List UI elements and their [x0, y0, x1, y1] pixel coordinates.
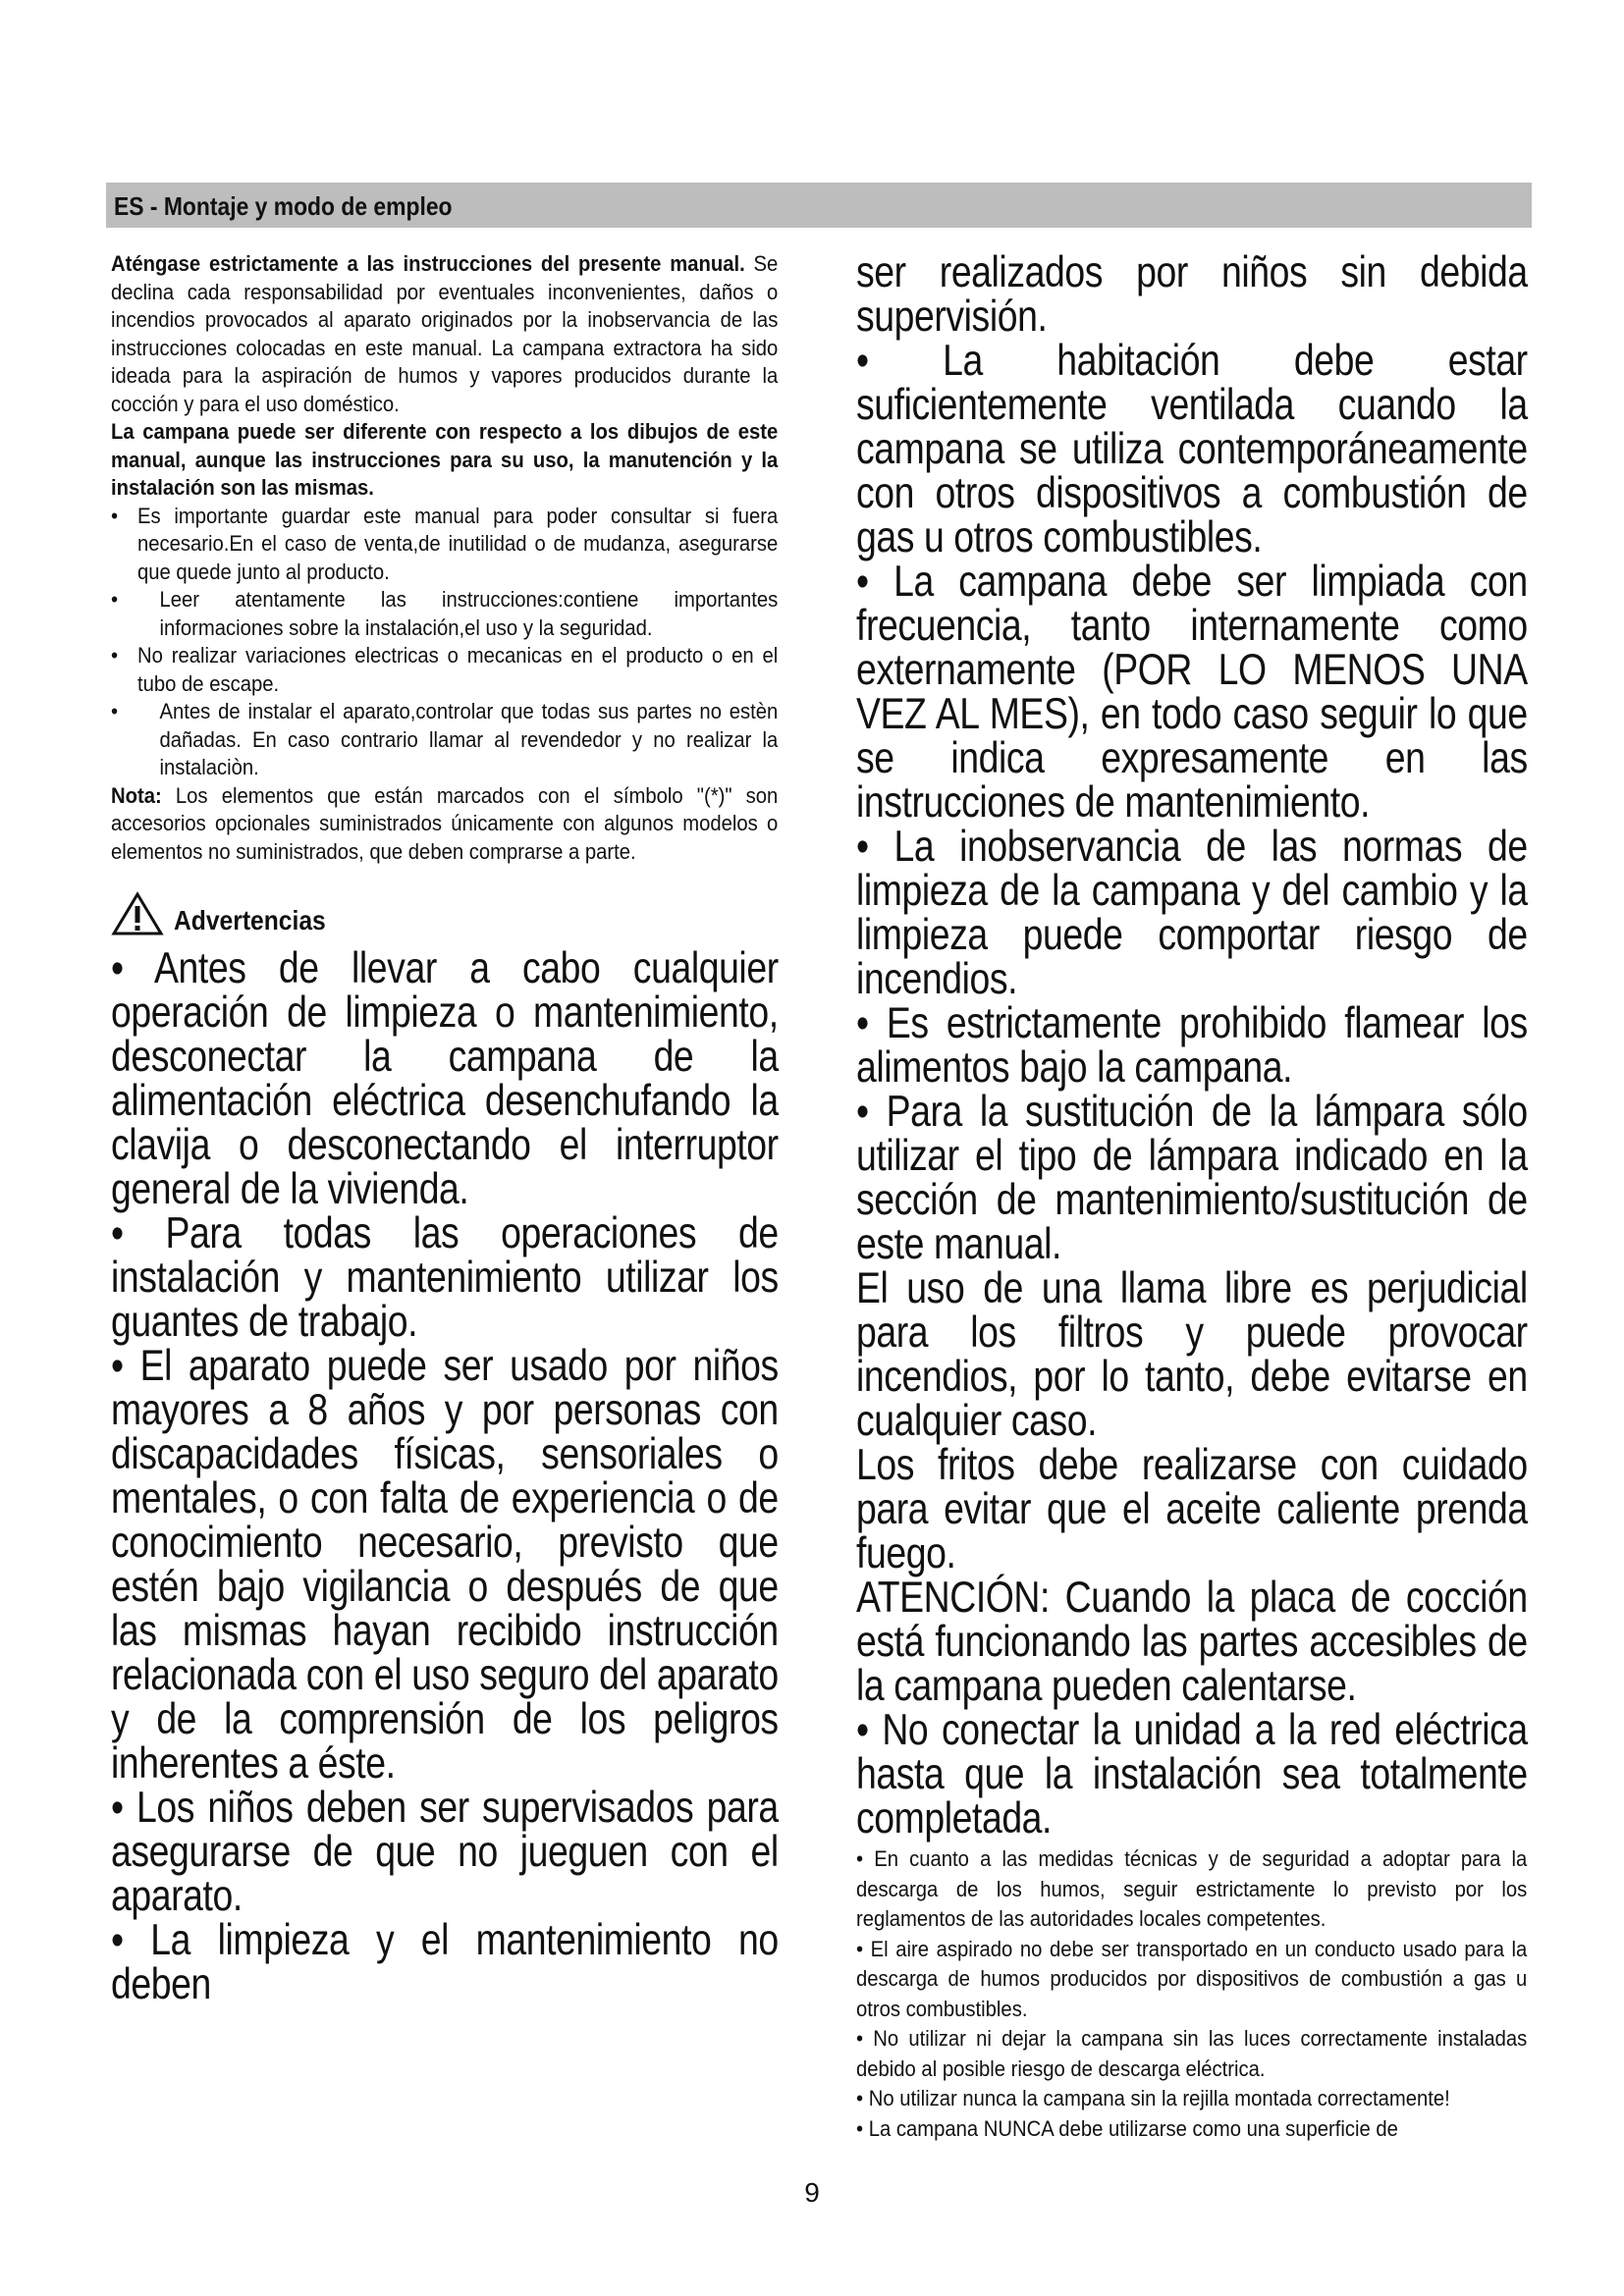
warnings-list — [111, 946, 779, 2006]
nota-paragraph — [111, 782, 778, 867]
right-column — [856, 250, 1528, 2144]
right-small-list — [856, 1844, 1527, 2144]
warning-item: Los fritos debe realizarse con cuidado para evitar que el aceite caliente prenda fuego. — [856, 1441, 1528, 1577]
warnings-title: Advertencias — [174, 905, 326, 935]
warning-item: • La habitación debe estar suficientemente ventilada cuando la campana se utiliza contemporáneamente con otros dispositivos a combustión de gas u otros combustibles. — [856, 337, 1528, 561]
page-number: 9 — [804, 2177, 820, 2208]
warning-item: ATENCIÓN: Cuando la placa de cocción está funcionando las partes accesibles de la campana pueden calentarse. — [856, 1574, 1528, 1710]
list-item: • Antes de instalar el aparato,controlar que todas sus partes no estèn dañadas. En caso contrario llamar al revendedor y no realizar la instalaciòn. — [111, 698, 778, 782]
note-bold: La campana puede ser diferente con respecto a los dibujos de este manual, aunque las instrucciones para su uso, la manutención y la instalación son las mismas. — [111, 419, 779, 500]
small-item: • La campana NUNCA debe utilizarse como una superficie de — [856, 2115, 1398, 2141]
intro-bold: Aténgase estrictamente a las instrucciones del presente manual. — [111, 251, 745, 276]
warning-item: • La inobservancia de las normas de limpieza de la campana y del cambio y la limpieza puede comportar riesgo de incendios. — [856, 823, 1528, 1003]
warning-item: ser realizados por niños sin debida supervisión. — [856, 248, 1528, 341]
intro-paragraph — [111, 250, 778, 418]
small-item: • No utilizar nunca la campana sin la rejilla montada correctamente! — [856, 2086, 1450, 2110]
warning-item: • Para la sustitución de la lámpara sólo utilizar el tipo de lámpara indicado en la sección de mantenimiento/sustitución de este manual. — [856, 1088, 1528, 1268]
left-column — [111, 250, 779, 2006]
nota-text: Los elementos que están marcados con el símbolo "(*)" son accesorios opcionales suministrados únicamente con algunos modelos o elementos no suministrados, que deben comprarse a parte. — [111, 782, 779, 864]
warning-item: • No conectar la unidad a la red eléctrica hasta que la instalación sea totalmente completada. — [856, 1706, 1528, 1842]
warning-item: • Es estrictamente prohibido flamear los alimentos bajo la campana. — [856, 999, 1528, 1092]
section-title: ES - Montaje y modo de empleo — [114, 191, 453, 221]
intro-text: Se declina cada responsabilidad por eventuales inconvenientes, daños o incendios provocados al aparato originados por la inobservancia de las instrucciones colocadas en este manual. La campana extractora ha sido ideada para la aspiración de humos y vapores producidos durante la cocción y para el uso doméstico. — [111, 251, 779, 416]
small-item: • No utilizar ni dejar la campana sin las luces correctamente instaladas debido al posible riesgo de descarga eléctrica. — [856, 2026, 1528, 2081]
small-item: • En cuanto a las medidas técnicas y de seguridad a adoptar para la descarga de los humos, seguir estrictamente lo previsto por los reglamentos de las autoridades locales competentes. — [856, 1846, 1528, 1931]
intro-block — [111, 250, 778, 866]
warning-item: • Para todas las operaciones de instalación y mantenimiento utilizar los guantes de trabajo. — [111, 1209, 779, 1346]
bullet-text: Es importante guardar este manual para poder consultar si fuera necesario.En el caso de venta,de inutilidad o de mudanza, asegurarse que quede junto al producto. — [137, 503, 779, 584]
right-warnings-list — [856, 250, 1528, 1841]
warning-item: • El aparato puede ser usado por niños mayores a 8 años y por personas con discapacidades físicas, sensoriales o mentales, o con falta de experiencia o de conocimiento necesario, previsto que estén bajo vigilancia o después de que las mismas hayan recibido instrucción relacionada con el uso seguro del aparato y de la comprensión de los peligros inherentes a éste. — [111, 1342, 779, 1788]
small-item: • El aire aspirado no debe ser transportado en un conducto usado para la descarga de humos producidos por dispositivos de combustión a gas u otros combustibles. — [856, 1936, 1528, 2021]
warning-triangle-icon — [111, 891, 164, 936]
warning-item: • La limpieza y el mantenimiento no deben — [111, 1916, 779, 2008]
note-paragraph — [111, 418, 778, 503]
warning-item: El uso de una llama libre es perjudicial para los filtros y puede provocar incendios, por lo tanto, debe evitarse en cualquier caso. — [856, 1264, 1528, 1445]
bullet-text: No realizar variaciones electricas o mecanicas en el producto o en el tubo de escape. — [137, 643, 779, 696]
warnings-heading — [111, 891, 779, 936]
list-item: • No realizar variaciones electricas o mecanicas en el producto o en el tubo de escape. — [111, 642, 778, 698]
bullet-text: Antes de instalar el aparato,controlar que todas sus partes no estèn dañadas. En caso contrario llamar al revendedor y no realizar la instalaciòn. — [159, 699, 779, 779]
warning-item: • La campana debe ser limpiada con frecuencia, tanto internamente como externamente (POR LO MENOS UNA VEZ AL MES), en todo caso seguir lo que se indica expresamente en las instrucciones de mantenimiento. — [856, 558, 1528, 827]
warning-item: • Los niños deben ser supervisados para asegurarse de que no jueguen con el aparato. — [111, 1784, 779, 1920]
list-item: • Es importante guardar este manual para poder consultar si fuera necesario.En el caso de venta,de inutilidad o de mudanza, asegurarse que quede junto al producto. — [111, 503, 778, 587]
section-header-bar — [106, 183, 1532, 228]
warning-item: • Antes de llevar a cabo cualquier operación de limpieza o mantenimiento, desconectar la campana de la alimentación eléctrica desenchufando la clavija o desconectando el interruptor general de la vivienda. — [111, 944, 779, 1213]
list-item: • Leer atentamente las instrucciones:contiene importantes informaciones sobre la instalación,el uso y la seguridad. — [111, 586, 778, 642]
nota-label: Nota: — [111, 782, 162, 808]
bullet-text: Leer atentamente las instrucciones:contiene importantes informaciones sobre la instalación,el uso y la seguridad. — [159, 587, 779, 640]
